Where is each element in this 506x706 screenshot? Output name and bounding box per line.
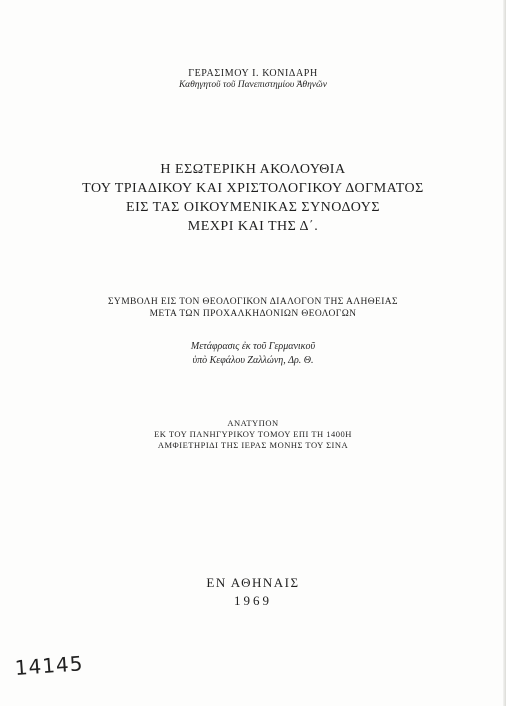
imprint-place: [0, 575, 506, 591]
subtitle-line: ΣΥΜΒΟΛΗ ΕΙΣ ΤΟΝ ΘΕΟΛΟΓΙΚΟΝ ΔΙΑΛΟΓΟΝ ΤΗΣ ΑΛΗΘΕΙΑΣ: [108, 297, 398, 307]
author-name-text: ΓΕΡΑΣΙΜΟΥ Ι. ΚΟΝΙΔΑΡΗ: [188, 68, 318, 79]
imprint-year: [0, 593, 506, 609]
reprint-line: ΕΚ ΤΟΥ ΠΑΝΗΓΥΡΙΚΟΥ ΤΟΜΟΥ ΕΠΙ ΤΗ 1400Η: [154, 429, 352, 439]
reprint-line: ΑΝΑΤΥΠΟΝ: [227, 418, 279, 428]
document-subtitle: [0, 296, 506, 320]
author-affiliation-text: Καθηγητοῦ τοῦ Πανεπιστημίου Ἀθηνῶν: [179, 80, 327, 90]
reprint-line: ΑΜΦΙΕΤΗΡΙΔΙ ΤΗΣ ΙΕΡΑΣ ΜΟΝΗΣ ΤΟΥ ΣΙΝΑ: [157, 440, 349, 450]
document-title: [0, 160, 506, 236]
title-line: ΜΕΧΡΙ ΚΑΙ ΤΗΣ Δ΄.: [187, 219, 319, 234]
translation-credit: [0, 340, 506, 368]
title-line: ΕΙΣ ΤΑΣ ΟΙΚΟΥΜΕΝΙΚΑΣ ΣΥΝΟΔΟΥΣ: [126, 200, 380, 215]
author-name: [0, 68, 506, 79]
title-line: ΤΟΥ ΤΡΙΑΔΙΚΟΥ ΚΑΙ ΧΡΙΣΤΟΛΟΓΙΚΟΥ ΔΟΓΜΑΤΟΣ: [82, 181, 424, 196]
title-line: Η ΕΣΩΤΕΡΙΚΗ ΑΚΟΛΟΥΘΙΑ: [160, 162, 346, 177]
imprint-year-text: 1969: [234, 593, 272, 608]
handwritten-inventory-number: 14145: [14, 651, 85, 680]
imprint-place-text: ΕΝ ΑΘΗΝΑΙΣ: [206, 575, 300, 590]
reprint-note: [0, 418, 506, 451]
translation-line: ὑπὸ Κεφάλου Ζαλλώνη, Δρ. Θ.: [192, 355, 314, 366]
translation-line: Μετάφρασις ἐκ τοῦ Γερμανικοῦ: [190, 341, 316, 352]
subtitle-line: ΜΕΤΑ ΤΩΝ ΠΡΟΧΑΛΚΗΔΟΝΙΩΝ ΘΕΟΛΟΓΩΝ: [149, 309, 357, 319]
author-affiliation: [0, 80, 506, 90]
